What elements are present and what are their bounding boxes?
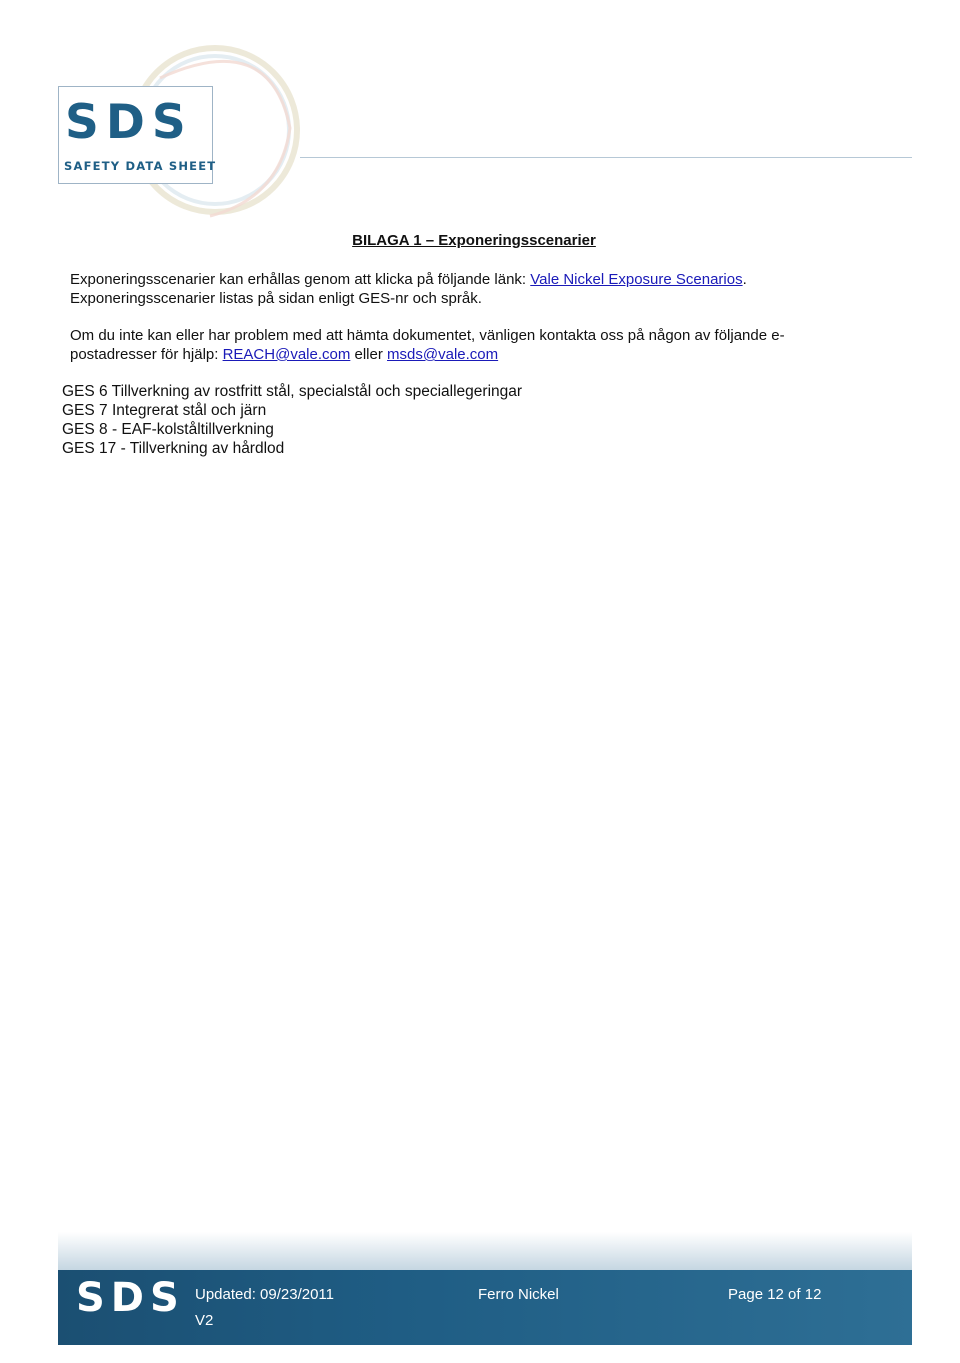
footer-fade (58, 1232, 912, 1272)
ges-item: GES 6 Tillverkning av rostfritt stål, specialstål och speciallegeringar (62, 383, 523, 400)
ges-item: GES 8 - EAF-kolståltillverkning (62, 421, 274, 438)
logo-subtitle: SAFETY DATA SHEET (64, 159, 217, 173)
ges-list (62, 382, 522, 458)
footer (58, 1270, 912, 1345)
footer-page-number: Page 12 of 12 (728, 1286, 822, 1303)
exposure-scenarios-link[interactable]: Vale Nickel Exposure Scenarios (530, 271, 743, 288)
contact-paragraph (70, 326, 870, 364)
footer-updated: Updated: 09/23/2011 (195, 1286, 335, 1303)
intro-text: Exponeringsscenarier kan erhållas genom att klicka på följande länk: (70, 271, 531, 288)
ges-item: GES 7 Integrerat stål och järn (62, 402, 267, 419)
reach-email-link[interactable]: REACH@vale.com (222, 346, 351, 363)
intro-line2: Exponeringsscenarier listas på sidan enligt GES-nr och språk. (70, 290, 482, 307)
msds-email-link[interactable]: msds@vale.com (387, 346, 499, 363)
footer-product: Ferro Nickel (478, 1286, 559, 1303)
footer-version: V2 (195, 1312, 214, 1329)
intro-paragraph (70, 270, 870, 308)
header-divider (300, 157, 912, 158)
contact-text: Om du inte kan eller har problem med att hämta dokumentet, vänligen kontakta oss på någon av följande e-postadresser för hjälp: (70, 327, 785, 363)
footer-logo: SDS (76, 1275, 185, 1321)
contact-between: eller (350, 346, 388, 363)
page-title: BILAGA 1 – Exponeringsscenarier (352, 232, 596, 249)
sds-logo (58, 86, 217, 184)
logo-sds-text: SDS (65, 95, 193, 150)
ges-item: GES 17 - Tillverkning av hårdlod (62, 440, 285, 457)
intro-text-end: . (742, 271, 747, 288)
